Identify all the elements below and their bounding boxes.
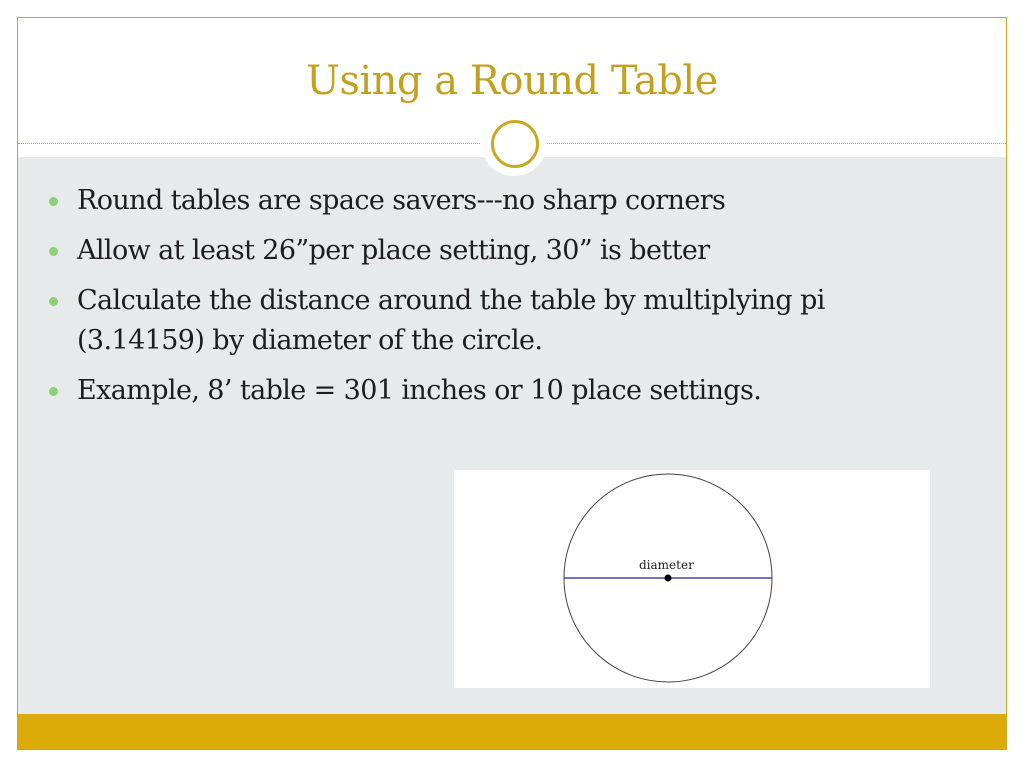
circle-diagram-svg (454, 470, 930, 688)
bullet-text: Round tables are space savers---no sharp corners (77, 185, 726, 216)
bullet-item (48, 371, 948, 411)
bullet-dot-icon (49, 297, 58, 306)
bullet-dot-icon (49, 247, 58, 256)
diameter-label: diameter (639, 558, 694, 572)
bullet-item (48, 281, 948, 361)
slide (17, 17, 1007, 750)
bullet-text: Example, 8’ table = 301 inches or 10 place settings. (77, 375, 762, 406)
footer-bar (18, 714, 1006, 749)
bullet-dot-icon (49, 197, 58, 206)
bullet-item (48, 231, 948, 271)
center-point (665, 575, 672, 582)
bullet-text: Calculate the distance around the table by multiplying pi (3.14159) by diameter of the circle. (77, 285, 825, 356)
bullet-text: Allow at least 26”per place setting, 30” is better (77, 235, 710, 266)
ornament-ring-icon (491, 120, 539, 168)
slide-title: Using a Round Table (306, 58, 718, 104)
bullet-dot-icon (49, 387, 58, 396)
circle-diagram (454, 470, 930, 688)
bullet-item (48, 181, 948, 221)
bullet-list (48, 181, 948, 421)
